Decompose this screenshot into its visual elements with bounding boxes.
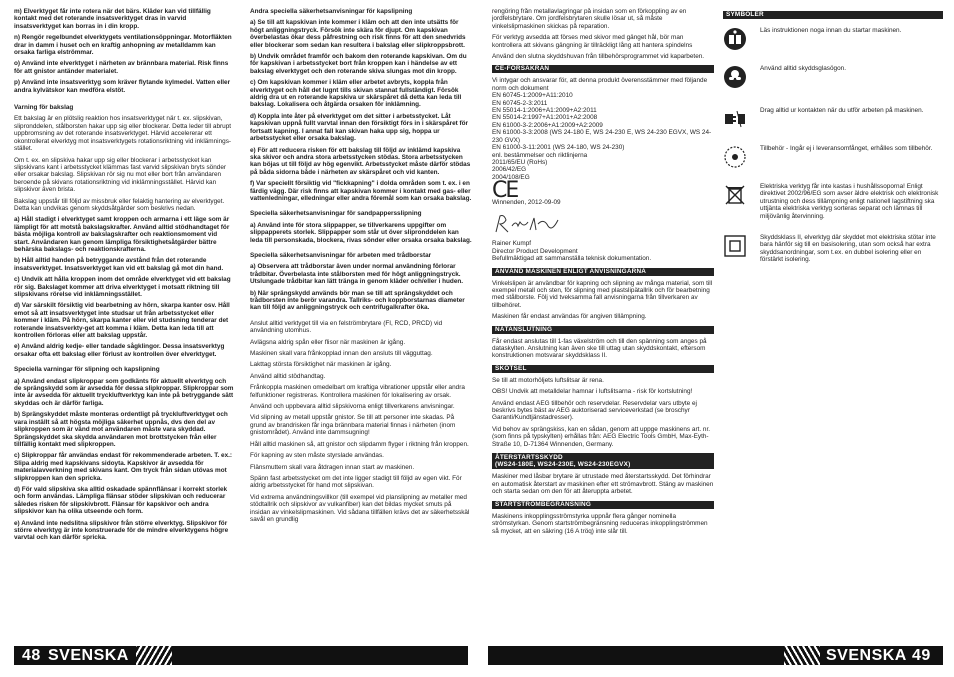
section-heading-inrush: STARTSTRÖMBEGRÄNSNING <box>492 501 714 509</box>
paragraph: c) Undvik att hålla kroppen inom det område elverktyget vid ett bakslag rör sig. Bakslaget kommer att driva elverktyget i motsatt riktning till slipskivans rörelse vid inklämningsstället. <box>14 276 231 298</box>
paragraph: b) Håll alltid handen på betryggande avstånd från det roterande insatsverktyget. Insatsverktyget kan vid ett bakslag gå mot din hand. <box>14 257 224 272</box>
right-column-1 <box>492 8 714 628</box>
footer-stripe-right <box>784 646 820 665</box>
paragraph: b) Sprängskyddet måste monteras ordentligt på tryckluftverktyget och vara inställt så att högsta möjliga säkerhet uppnås, dvs den del av slipkroppen som är vänd mot användaren måste vara skyddad. Sprängskyddet ska skydda användaren mot brottstycken från eller tillfällig kontakt med slipkroppen. <box>14 411 228 448</box>
ce-standard: 2011/65/EU (RoHs) <box>492 158 548 166</box>
left-column-2 <box>250 8 472 628</box>
paragraph: Flänsmuttern skall vara åtdragen innan start av maskinen. <box>250 463 415 471</box>
ce-standard: EN 61000-3-3:2008 (WS 24-180 E, WS 24-230 E, WS 24-230 EGVX, WS 24-230 GVX) <box>492 129 712 144</box>
paragraph: Maskinen skall vara frånkopplad innan den ansluts till vägguttag. <box>250 350 433 358</box>
ce-standard: EN 55014-1:2006+A1:2009+A2:2011 <box>492 107 597 115</box>
paragraph: d) För vald slipskiva ska alltid oskadade spännflänsar i korrekt storlek och form användas. Lämpliga flänsar stöder slipskivan och reducerar således risken för slipskivbrott. Flänsar för kapskivor och andra slipskivor kan ha olika utseende och form. <box>14 485 228 516</box>
ce-standard: EN 60745-2-3:2011 <box>492 99 548 107</box>
section-heading-usage: ANVÄND MASKINEN ENLIGT ANVISNINGARNA <box>492 268 714 276</box>
symbol-row <box>723 65 943 89</box>
symbol-description: Elektriska verktyg får inte kastas i hushållssoporna! Enligt direktivet 2002/96/EG som avser äldre elektrisk och elektronisk utrustning och dess tillämpning enligt nationell lagstiftning ska uttjänta elektriska verktyg sorteras separat och lämnas till miljövänlig återvinning. <box>760 183 939 220</box>
paragraph: Maskinens inkopplingsströmstyrka uppnår flera gånger nominella strömstyrkan. Genom startströmbegränsning reduceras inkopplingströmmen så mycket, att en säkring (16 A tröq) inte slår till. <box>492 512 708 535</box>
weee-bin-icon <box>723 183 747 207</box>
signature-icon <box>492 212 572 236</box>
right-column-2 <box>723 8 943 628</box>
paragraph: Frånkoppla maskinen omedelbart om kraftiga vibrationer uppstår eller andra felfunktioner registreras. Kontrollera maskinen för lokalisering av orsak. <box>250 384 465 399</box>
paragraph: Ett bakslag är en plötslig reaktion hos insatsverktyget när t. ex. slipskivan, slipronddelen, stålborsten hakar upp sig eller blockerar. Detta leder till abrupt uppbromsning av det roterande insatsverktyget. Härvid accelererar ett okontrollerat elverktyg mot insatsverktygets rotationsriktning vid inklämnings-stället. <box>14 115 232 153</box>
paragraph: OBS! Undvik att metalldelar hamnar i luftslitsarna - risk för kortslutning! <box>492 388 693 396</box>
symbol-row <box>723 145 943 169</box>
section-heading-ce: CE-FÖRSÄKRAN <box>492 65 714 73</box>
paragraph: Maskinen får endast användas för angiven tillämpning. <box>492 313 647 321</box>
paragraph: b) När sprängskydd används bör man se till att sprängskyddet och trådborsten inte berör varandra. Tallriks- och koppborstarnas diameter kan till följd av anliggningstryck och centrifugalkrafter öka. <box>250 289 465 312</box>
symbol-description: Använd alltid skyddsglasögon. <box>760 65 846 72</box>
symbol-description: Skyddsklass II, elverktyg där skyddet mot elektriska stötar inte bara hänför sig till en basisolering, utan som också har extra skyddsanordningar, som t.ex. en dubbel isolering eller en förstärkt isolering. <box>760 234 936 264</box>
language-label-right: SVENSKA <box>826 647 907 664</box>
signer-name: Rainer Kumpf <box>492 240 532 248</box>
subheading: Andra speciella säkerhetsanvisningar för kapslipning <box>250 8 413 15</box>
paragraph: Får endast anslutas till 1-fas växelström och till den spänning som anges på dataskylten. Anslutning kan även ske till uttag utan skyddskontakt, eftersom konstruktionen motsvarar skyddsklass II. <box>492 337 707 360</box>
symbol-row <box>723 107 943 131</box>
section-heading-symbols: SYMBOLER <box>723 11 943 19</box>
paragraph: Spänn fast arbetsstycket om det inte ligger stadigt till följd av egen vikt. För aldrig arbetsstycket för hand mot slipskivan. <box>250 474 462 490</box>
section-heading-restart: ÅTERSTARTSSKYDD (WS24-180E, WS24-230E, WS24-230EGVX) <box>492 453 714 469</box>
section-heading-mains: NÄTANSLUTNING <box>492 326 714 334</box>
unplug-icon <box>723 107 747 131</box>
paragraph: rengöring från metallavlagringar på insidan som en förkoppling av en jordfelsbrytare. Om jordfelsbrytaren skulle lösar ut, så måste vinkelslipmaskinen skickas på reparation. <box>492 8 687 30</box>
paragraph: d) Koppla inte åter på elverktyget om det sitter i arbetsstycket. Låt kapskivan uppnå fullt varvtal innan den försiktigt förs in i skärspåret för fortsatt kapning. I annat fall kan skivan haka upp sig, hoppa ur arbetsstycket eller orsaka bakslag. <box>250 112 469 143</box>
accessory-icon <box>723 145 747 169</box>
subheading: Speciella säkerhetsanvisningar för sandpappersslipning <box>250 210 422 218</box>
symbol-description: Drag alltid ur kontakten när du utför arbeten på maskinen. <box>760 107 924 114</box>
place-date: Winnenden, 2012-09-09 <box>492 198 561 206</box>
symbol-row <box>723 183 943 220</box>
paragraph: Vid slipning av metall uppstår gnistor. Se till att personer inte skadas. På grund av brandrisken får inga brännbara material finnas i närheten (inom gnistområdet). Använd inte dammsugning! <box>250 414 456 437</box>
paragraph: c) Slipkroppar får användas endast för rekommenderade arbeten. T. ex.: Slipa aldrig med kapskivans sidoyta. Kapskivor är avsedda för materialavverkning med skivans kant. Om tryck från sidan utövas mot slipkroppen kan den spricka. <box>14 452 233 482</box>
subheading: Varning för bakslag <box>14 104 74 112</box>
page-number-left: 48 <box>22 647 41 664</box>
symbol-row <box>723 234 943 264</box>
symbol-row <box>723 27 943 51</box>
paragraph: Vid extrema användningsvillkor (till exempel vid planslipning av metaller med stödtallrik och slipskivor av vulkanfiber) kan det bildas mycket smuts på insidan av vinkelslipmaskinen. Vid sådana tillfällen krävs det av säkerhetsskäl savål en grundlig <box>250 493 470 523</box>
ce-standard: enl. bestämmelser och riktlinjerna <box>492 151 588 159</box>
paragraph: Lakttag största försiktighet när maskinen är igång. <box>250 361 392 369</box>
paragraph: b) Undvik området framför och bakom den roterande kapskivan. Om du för kapskivan i arbetsstycket bort från kroppen kan i händelse av ett bakslag elverktyget och den roterande skiva slungas mot din kropp. <box>250 53 467 75</box>
paragraph: e) Använd aldrig kedje- eller tandade sågklingor. Dessa insatsverktyg orsakar ofta ett bakslag eller förlust av kontrollen över elverktyget. <box>14 343 225 358</box>
left-column-1 <box>14 8 234 628</box>
paragraph: o) Använd inte elverktyget i närheten av brännbara material. Risk finns för att gnistor antänder materialet. <box>14 60 229 75</box>
paragraph: För kapning av sten måste styrslade användas. <box>250 452 384 460</box>
section-heading-care: SKÖTSEL <box>492 365 714 373</box>
paragraph: För verktyg avsedda att förses med skivor med gänget hål, bör man kontrollera att skivans gängning är tillräckligt lång att hantera spindelns <box>492 34 693 49</box>
paragraph: Bakslag uppstår till följd av missbruk eller felaktig hantering av elverktyget. Detta kan undvikas genom skyddsåtgärder som beskrivs nedan. <box>14 197 225 212</box>
ce-standard: EN 61000-3-2:2006+A1:2009+A2:2009 <box>492 121 603 129</box>
ce-standard: EN 55014-2:1997+A1:2001+A2:2008 <box>492 114 598 122</box>
symbol-description: Läs instruktionen noga innan du startar maskinen. <box>760 27 902 34</box>
subheading: Speciella varningar för slipning och kapslipning <box>14 366 160 374</box>
paragraph: Anslut alltid verktyget till via en felströmbrytare (FI, RCD, PRCD) vid användning utomhus. <box>250 319 443 335</box>
symbol-description: Tillbehör - Ingår ej i leveransomfånget, erhålles som tillbehör. <box>760 145 933 152</box>
paragraph: Se till att motorhöljets luftslitsar är rena. <box>492 376 604 384</box>
signer-title: Director Product Development <box>492 247 578 255</box>
footer-stripe-left <box>136 646 172 665</box>
paragraph: p) Använd inte insatsverktyg som kräver flytande kylmedel. Vatten eller andra kylvätskor kan medföra elstöt. <box>14 79 231 94</box>
paragraph: Använd endast AEG tillbehör och reservdelar. Reservdelar vars utbyte ej beskrivs bytes bäst av AEG auktoriserad serviceverkstad (se broschyr Garanti/Kundtjänstadresser). <box>492 399 697 422</box>
paragraph: m) Elverktyget får inte rotera när det bärs. Kläder kan vid tillfällig kontakt med det roterande insatsverktyget dras in varvid insatsverktyget kan borras in i din kropp. <box>14 8 211 30</box>
ce-standard: EN 61000-3-11:2001 (WS 24-180, WS 24-230) <box>492 144 625 152</box>
paragraph: Använd den slutna skyddshuvan från tillbehörsprogrammet vid kaparbeten. <box>492 53 705 61</box>
paragraph: f) Var speciellt försiktig vid "fickkapning" i dolda områden som t. ex. i en färdig vägg. Där risk finns att kapskivan kommer i kontakt med gas- eller vattenledningar, elledningar eller andra föremål som kan orsaka bakslag. <box>250 180 472 202</box>
paragraph: Håll alltid maskinen så, att gnistor och slipdamm flyger i riktning från kroppen. <box>250 440 469 448</box>
paragraph: a) Använd endast slipkroppar som godkänts för aktuellt elverktyg och de sprängskydd som är avsedda för dessa slipkroppar. Slipkroppar som inte är avsedda för aktuellt tryckluftverktyg kan inte på betryggande sätt skyddas och är därför farliga. <box>14 377 234 407</box>
paragraph: Vid behov av sprängskiss, kan en sådan, genom att uppge maskinens art. nr. (som finns på typskylten) erhållas från: AEG Electric Tools GmbH, Max-Eyth-Straße 10, D-71364 Winnenden, Germany. <box>492 425 711 448</box>
paragraph: c) Om kapskivan kommer i kläm eller arbetet avbryts, koppla från elverktyget och håll det lugnt tills skivan stannat fullständigt. Försök aldrig dra ut en roterande kapskiva ur skärspåret då detta kan leda till bakslag. Lokalisera och åtgärda orsaken för inklämning. <box>250 79 462 109</box>
paragraph: a) Observera att trådborstar även under normal användning förlorar trådbitar. Överbelasta inte stålborsten med för högt anliggningstryck. Utslungade trådbitar kan lätt tränga in genom kläder och/eller i huden. <box>250 263 464 286</box>
ce-standard: 2004/108/EG <box>492 173 530 181</box>
paragraph: n) Rengör regelbundet elverktygets ventilationsöppningar. Motorfläkten drar in damm i huset och en kraftig anhopning av metalldamm kan orsaka farliga elströmmar. <box>14 34 232 57</box>
paragraph: a) Håll stadigt i elverktyget samt kroppen och armarna i ett läge som är lämpligt för att motstå bakslagskrafter. Använd alltid stödhandtaget för bästa möjliga kontroll av bakslagskrafter och reaktionsmoment vid start. Användaren kan genom lämpliga försiktighetsåtgärder bättre behärska bakslags- och reaktionskrafterna. <box>14 216 230 253</box>
paragraph: a) Se till att kapskivan inte kommer i kläm och att den inte utsätts för högt anliggningstryck. Försök inte skära för djupt. Om kapskivan överbelastas ökar dess påfrestning och risk finns för att den snedvrids eller blockerar som sedan kan resultera i bakslag eller slipkroppsbrott. <box>250 19 466 49</box>
safety-glasses-icon <box>723 65 747 89</box>
paragraph: a) Använd inte för stora slippapper, se tillverkarens uppgifter om slippapperets storlek. Slippapper som står ut över slipronddelen kan leda till personskada, blockera, rivas sönder eller orsaka orsaka bakslag. <box>250 221 472 244</box>
read-manual-icon <box>723 27 747 51</box>
page-number-right: 49 <box>912 647 931 664</box>
paragraph: e) För att reducera risken för ett bakslag till följd av inklämd kapskiva ska skivor och andra stora arbetsstycken stödas. Stora arbetsstycken kan böjas ut till följd av hög egenvikt. Arbetsstycket måste därför stödas på båda sidorna både i närheten av skärspåret och vid kanten. <box>250 146 471 176</box>
class-ii-icon <box>723 234 747 258</box>
paragraph: Avlägsna aldrig spån eller flisor när maskinen är igång. <box>250 338 406 346</box>
paragraph: Vi intygar och ansvarar för, att denna produkt överensstämmer med följande norm och dokument <box>492 77 708 92</box>
subheading: Speciella säkerhetsanvisningar för arbeten med trådborstar <box>250 251 432 259</box>
authorized-text: Befullmäktigad att sammanställa teknisk dokumentation. <box>492 255 652 263</box>
language-label-left: SVENSKA <box>48 647 129 664</box>
paragraph: Maskiner med låsbar brytare är utrustade med återstartsskydd. Det förhindrar en automatisk återstart av maskinen efter ett strömavbrott. Stäng av maskinen och starta sedan om den för att återuppta arbetet. <box>492 473 714 496</box>
paragraph: d) Var särskilt försiktig vid bearbetning av hörn, skarpa kanter osv. Håll emot så att insatsverktyget inte studsar ut från arbetsstycket eller kommer i kläm. På hörn, skarpa kanter eller vid studsning tenderar det roterande insatsverkty-get att komma i kläm. Detta kan leda till att kontrollen förloras eller att bakslag uppstår. <box>14 302 230 340</box>
ce-standard: 2006/42/EG <box>492 166 527 174</box>
paragraph: Använd alltid stödhandtag. <box>250 372 326 380</box>
paragraph: Använd och uppbevara alltid slipskivorna enligt tillverkarens anvisningar. <box>250 403 455 411</box>
paragraph: e) Använd inte nedslitna slipskivor från större elverktyg. Slipskivor för större elverktyg är inte konstruerade för de mindre elverktygens högre varvtal och kan därför spricka. <box>14 519 229 542</box>
ce-standard: EN 60745-1:2009+A11:2010 <box>492 92 573 100</box>
ce-mark-logo: CE <box>492 178 518 204</box>
paragraph: Om t. ex. en slipskiva hakar upp sig eller blockerar i arbetsstycket kan slipskivans kant i arbetsstycket klämmas fast varvid slipskivan bryts sönder eller orsakar bakslag. Slipskivan rör sig nu mot eller bort från användaren beroende på skivans rotationsriktning vid inklämningsstället. Härvid kan slipskivor även brista. <box>14 156 227 194</box>
paragraph: Vinkelslipen är användbar för kapning och slipning av många material, som till exempel metall och sten, för slipning med plastslipätallrik och för bearbetning med stålborste. Följ vid tveksamma fall anvisningarna från tillverkaren av tillbehöret. <box>492 279 713 309</box>
